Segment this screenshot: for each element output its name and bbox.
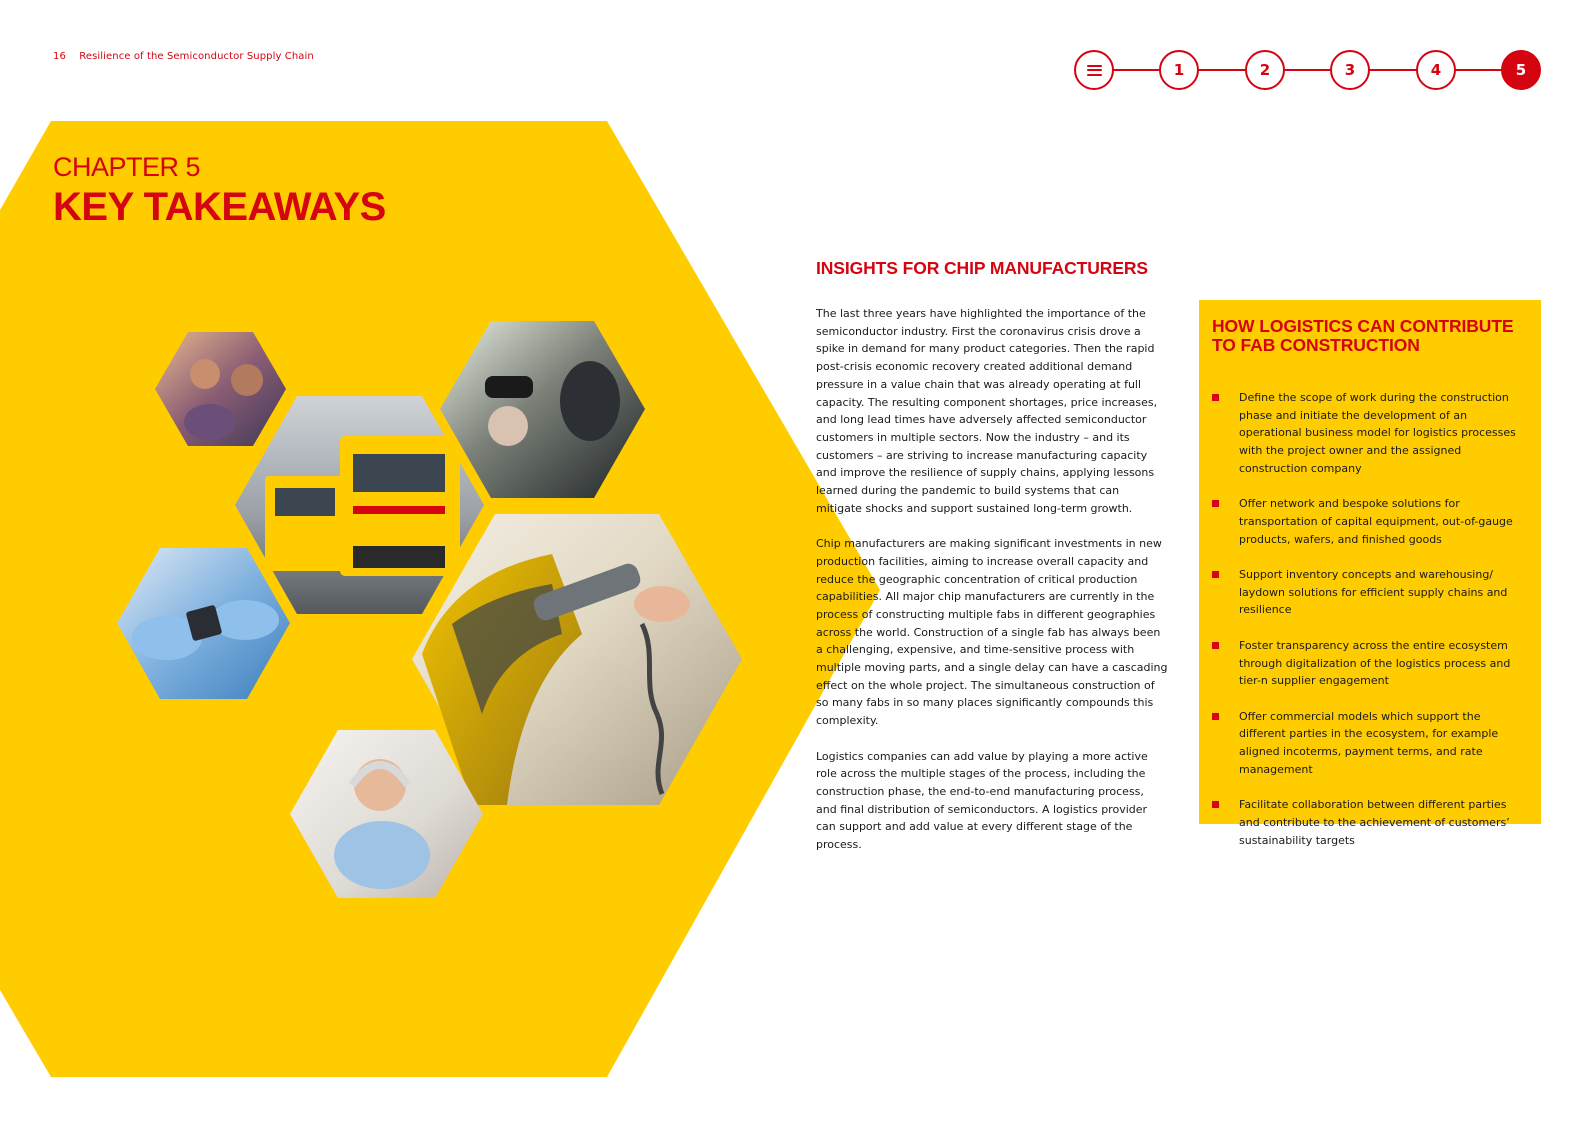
square-bullet-icon — [1212, 571, 1219, 578]
insights-paragraph-1: The last three years have highlighted the importance of the semiconductor industry. First the coronavirus crisis drove a spike in demand for many product categories. Then the rapid post-crisis economic recovery created additional demand pressure in a value chain that was already operating at full capacity. The resulting component shortages, price increases, and long lead times have adversely affected semiconductor customers in multiple sectors. Now the industry – and its customers – are striving to increase manufacturing capacity and improve the resilience of supply chains, applying lessons learned during the pandemic to build systems that can mitigate shocks and support sustained long-term growth. — [816, 307, 1158, 515]
square-bullet-icon — [1212, 394, 1219, 401]
chapter-5-button[interactable]: 5 — [1501, 50, 1541, 90]
list-item: Define the scope of work during the construction phase and initiate the development of an operational business model for logistics processes with the project owner and the assigned construction company — [1212, 389, 1528, 478]
insights-paragraph-3: Logistics companies can add value by playing a more active role across the multiple stages of the process, including the construction phase, the end-to-end manufacturing process, and final distribution of semiconductors. A logistics provider can support and add value at every different stage of the process. — [816, 749, 1148, 852]
chapter-label: CHAPTER 5 — [53, 152, 201, 182]
insights-section — [816, 258, 1168, 871]
running-title: Resilience of the Semiconductor Supply Chain — [79, 51, 314, 62]
logistics-contribution-box — [1199, 300, 1541, 847]
chapter-heading — [53, 152, 386, 230]
logistics-list — [1212, 389, 1528, 849]
list-item: Facilitate collaboration between different parties and contribute to the achievement of customers’ sustainability targets — [1212, 796, 1528, 849]
logistics-box-heading: HOW LOGISTICS CAN CONTRIBUTE TO FAB CONSTRUCTION — [1212, 316, 1514, 355]
list-item: Offer network and bespoke solutions for transportation of capital equipment, out-of-gauge products, wafers, and finished goods — [1212, 495, 1528, 548]
insights-paragraph-2: Chip manufacturers are making significant investments in new production facilities, aiming to increase overall capacity and reduce the geographic concentration of critical production capabilities. All major chip manufacturers are currently in the process of constructing multiple fabs in different geographies across the world. Construction of a single fab has always been a challenging, expensive, and time-sensitive process with multiple moving parts, and a single delay can have a cascading effect on the whole project. The simultaneous construction of so many fabs in so many places significantly compounds this complexity. — [816, 537, 1168, 728]
page-number: 16 — [53, 51, 66, 62]
chapter-4-button[interactable]: 4 — [1416, 50, 1456, 90]
square-bullet-icon — [1212, 642, 1219, 649]
list-item: Support inventory concepts and warehousing/ laydown solutions for efficient supply chains and resilience — [1212, 566, 1528, 619]
chapter-1-button[interactable]: 1 — [1159, 50, 1199, 90]
list-item: Foster transparency across the entire ecosystem through digitalization of the logistics process and tier-n supplier engagement — [1212, 637, 1528, 690]
square-bullet-icon — [1212, 713, 1219, 720]
vr-headset-photo — [440, 321, 645, 498]
chapter-title: KEY TAKEAWAYS — [53, 185, 386, 229]
insights-heading: INSIGHTS FOR CHIP MANUFACTURERS — [816, 258, 1149, 278]
square-bullet-icon — [1212, 500, 1219, 507]
chip-gloves-photo — [117, 548, 290, 699]
girl-headphones-photo — [290, 730, 483, 898]
chapter-3-button[interactable]: 3 — [1330, 50, 1370, 90]
list-item: Offer commercial models which support the different parties in the ecosystem, for example aligned incoterms, payment terms, and rate management — [1212, 708, 1528, 779]
chapter-2-button[interactable]: 2 — [1245, 50, 1285, 90]
square-bullet-icon — [1212, 801, 1219, 808]
